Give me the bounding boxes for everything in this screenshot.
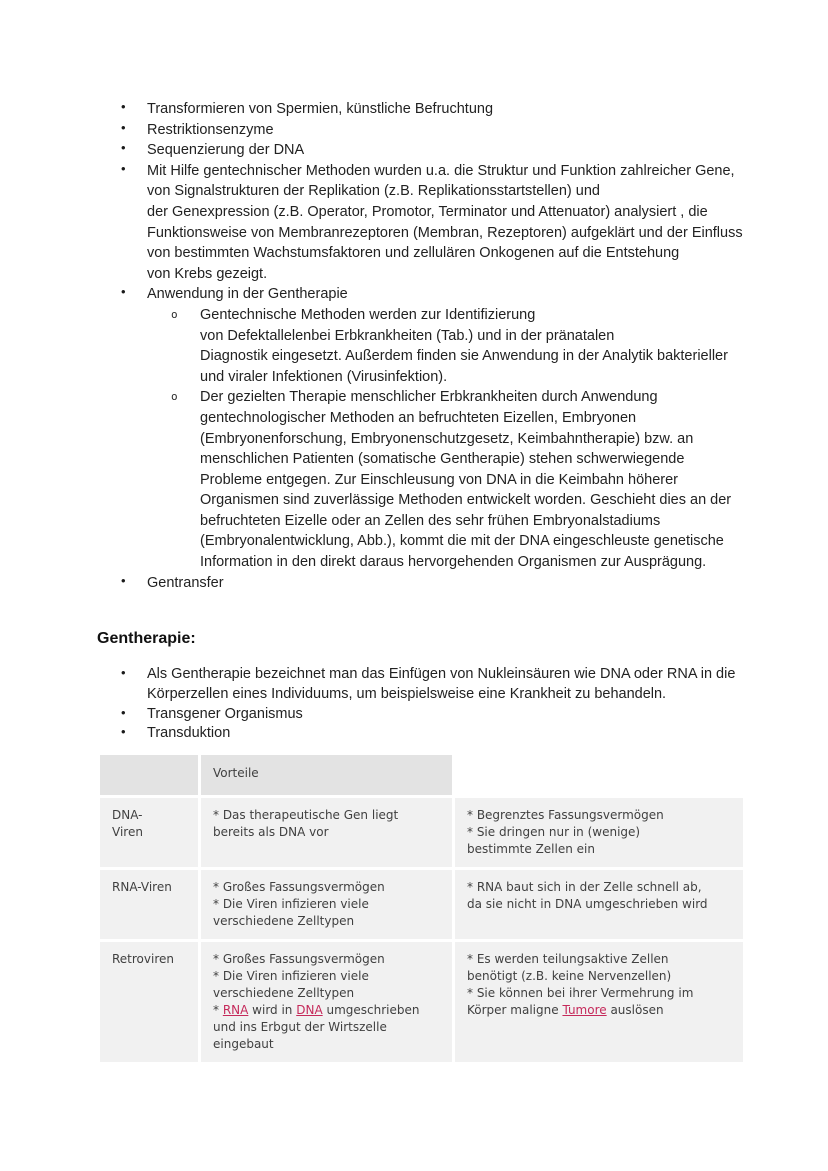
- line-text: Transgener Organismus: [147, 705, 303, 722]
- gentherapie-bullet-list: [0, 665, 828, 744]
- sub-text-line: [0, 305, 828, 326]
- row-label: [100, 798, 198, 867]
- circle-bullet-icon: o: [171, 390, 178, 404]
- line-text: Transformieren von Spermien, künstliche Befruchtung: [147, 101, 494, 117]
- text-line: [0, 161, 828, 182]
- line-text: Transduktion: [147, 725, 231, 742]
- sub-line-text: befruchteten Eizelle oder an Zellen des sehr frühen Embryonalstadiums: [200, 512, 661, 529]
- cell-line: RNA-Viren: [112, 880, 172, 894]
- sub-text-line: [0, 346, 828, 367]
- text-line: [0, 724, 828, 744]
- section-heading: Gentherapie:: [97, 630, 196, 647]
- line-text: von Signalstrukturen der Replikation (z.B. Replikationsstartstellen) und: [147, 183, 600, 200]
- sub-text-line: [0, 449, 828, 470]
- cell-line: * Es werden teilungsaktive Zellen: [467, 952, 669, 966]
- cell-line: * Die Viren infizieren viele: [213, 969, 369, 983]
- cell-line: Viren: [112, 825, 143, 839]
- sub-text-line: [0, 408, 828, 429]
- sub-line-text: Der gezielten Therapie menschlicher Erbkrankheiten durch Anwendung: [200, 389, 658, 406]
- text-line: [0, 99, 828, 120]
- link-tumore[interactable]: Tumore: [562, 1003, 607, 1017]
- cell-line: * Großes Fassungsvermögen: [213, 952, 385, 966]
- bullet-icon: •: [121, 724, 126, 740]
- sub-text-line: [0, 387, 828, 408]
- table-header-cell: [100, 755, 198, 795]
- bullet-icon: •: [121, 704, 126, 720]
- bullet-icon: •: [121, 284, 126, 300]
- sub-line-text: gentechnologischer Methoden an befruchteten Eizellen, Embryonen: [200, 409, 637, 426]
- text-line: [0, 243, 828, 264]
- text-line: [0, 140, 828, 161]
- line-text: von bestimmten Wachstumsfaktoren und zellulären Onkogenen auf die Entstehung: [147, 245, 680, 262]
- line-text: Anwendung in der Gentherapie: [147, 286, 348, 303]
- sub-line-text: Gentechnische Methoden werden zur Identifizierung: [200, 306, 536, 323]
- cell-line: * Sie dringen nur in (wenige): [467, 825, 641, 839]
- line-text: Sequenzierung der DNA: [147, 142, 305, 159]
- sub-text-line: [0, 490, 828, 511]
- cell-line: und ins Erbgut der Wirtszelle: [213, 1020, 387, 1034]
- line-text: Restriktionsenzyme: [147, 121, 274, 138]
- text-line: [0, 120, 828, 141]
- row-label: [100, 942, 198, 1062]
- sub-line-text: (Embryonalentwicklung, Abb.), kommt die mit der DNA eingeschleuste genetische: [200, 533, 724, 550]
- cell-line: * RNA wird in DNA umgeschrieben: [213, 1003, 420, 1017]
- nachteile-cell: [455, 870, 743, 939]
- sub-text-line: [0, 552, 828, 573]
- cell-line: * Die Viren infizieren viele: [213, 897, 369, 911]
- text-line: [0, 665, 828, 685]
- cell-line: Retroviren: [112, 952, 174, 966]
- sub-text-line: [0, 531, 828, 552]
- text-line: [0, 264, 828, 285]
- sub-line-text: (Embryonenforschung, Embryonenschutzgesetz, Keimbahntherapie) bzw. an: [200, 430, 694, 447]
- text-line: [0, 573, 828, 594]
- bullet-icon: •: [121, 99, 126, 114]
- cell-line: * Sie können bei ihrer Vermehrung im: [467, 986, 694, 1000]
- circle-bullet-icon: o: [171, 307, 178, 321]
- bullet-icon: •: [121, 119, 126, 135]
- link-rna[interactable]: RNA: [222, 1003, 249, 1017]
- sub-text-line: [0, 326, 828, 347]
- virus-comparison-table: [100, 755, 743, 1062]
- cell-line: DNA-: [112, 808, 143, 822]
- text-line: [0, 284, 828, 305]
- sub-line-text: Probleme entgegen. Zur Einschleusung von DNA in die Keimbahn höherer: [200, 471, 678, 488]
- cell-line: benötigt (z.B. keine Nervenzellen): [467, 969, 672, 983]
- cell-line: * Großes Fassungsvermögen: [213, 880, 385, 894]
- line-text: Als Gentherapie bezeichnet man das Einfügen von Nukleinsäuren wie DNA oder RNA in die: [147, 666, 736, 682]
- sub-line-text: Diagnostik eingesetzt. Außerdem finden sie Anwendung in der Analytik bakterieller: [200, 348, 728, 365]
- cell-line: da sie nicht in DNA umgeschrieben wird: [467, 897, 708, 911]
- line-text: Mit Hilfe gentechnischer Methoden wurden u.a. die Struktur und Funktion zahlreicher Gene,: [147, 162, 735, 179]
- link-dna[interactable]: DNA: [296, 1003, 323, 1017]
- table-header-cell: [455, 755, 743, 795]
- line-text: Körperzellen eines Individuums, um beispielsweise eine Krankheit zu behandeln.: [147, 685, 667, 702]
- cell-line: Körper maligne Tumore auslösen: [467, 1003, 664, 1017]
- sub-text-line: [0, 429, 828, 450]
- text-line: [0, 181, 828, 202]
- sub-text-line: [0, 367, 828, 388]
- nachteile-cell: [455, 798, 743, 867]
- cell-line: * Das therapeutische Gen liegt: [213, 808, 399, 822]
- bullet-icon: •: [121, 572, 126, 588]
- vorteile-cell: [201, 798, 452, 867]
- sub-text-line: [0, 470, 828, 491]
- table-header-label: Vorteile: [213, 766, 259, 780]
- row-label: [100, 870, 198, 939]
- line-text: Gentransfer: [147, 574, 224, 591]
- line-text: Funktionsweise von Membranrezeptoren (Membran, Rezeptoren) aufgeklärt und der Einfluss: [147, 224, 743, 241]
- nachteile-cell: [455, 942, 743, 1062]
- bullet-icon: •: [121, 140, 126, 156]
- vorteile-cell: [201, 870, 452, 939]
- bullet-icon: •: [121, 665, 126, 680]
- sub-line-text: Organismen sind zuverlässige Methoden entwickelt worden. Geschieht dies an der: [200, 492, 732, 509]
- bullet-icon: •: [121, 160, 126, 176]
- cell-line: * Begrenztes Fassungsvermögen: [467, 808, 664, 822]
- text-line: [0, 223, 828, 244]
- cell-line: * RNA baut sich in der Zelle schnell ab,: [467, 880, 702, 894]
- topic-bullet-list: [0, 99, 828, 593]
- line-text: der Genexpression (z.B. Operator, Promotor, Terminator und Attenuator) analysiert , die: [147, 203, 708, 220]
- sub-line-text: von Defektallelenbei Erbkrankheiten (Tab.) und in der pränatalen: [200, 327, 615, 344]
- cell-line: verschiedene Zelltypen: [213, 914, 355, 928]
- table-header-cell: [201, 755, 452, 795]
- sub-line-text: und viraler Infektionen (Virusinfektion).: [200, 368, 448, 385]
- cell-line: verschiedene Zelltypen: [213, 986, 355, 1000]
- sub-text-line: [0, 511, 828, 532]
- vorteile-cell: [201, 942, 452, 1062]
- sub-line-text: Information in den direkt daraus hervorgehenden Organismen zur Ausprägung.: [200, 554, 707, 571]
- cell-line: bereits als DNA vor: [213, 825, 329, 839]
- sub-line-text: menschlichen Patienten (somatische Gentherapie) stehen schwerwiegende: [200, 451, 685, 468]
- cell-line: eingebaut: [213, 1037, 274, 1051]
- cell-line: bestimmte Zellen ein: [467, 842, 595, 856]
- line-text: von Krebs gezeigt.: [147, 265, 268, 282]
- text-line: [0, 202, 828, 223]
